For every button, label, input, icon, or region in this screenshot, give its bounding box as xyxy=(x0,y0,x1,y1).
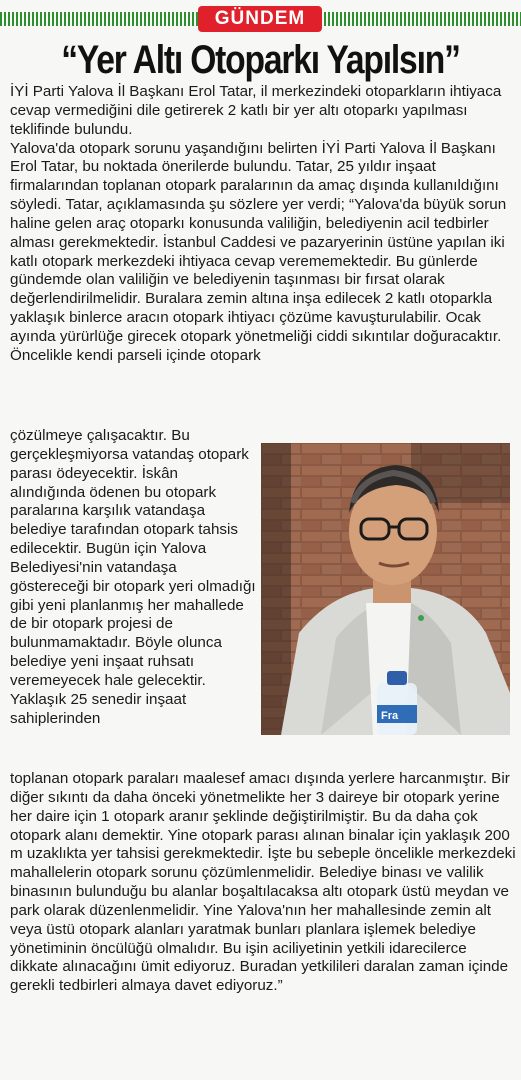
section-badge xyxy=(198,6,322,32)
portrait-illustration xyxy=(261,443,510,735)
paragraph-2: Yalova'da otopark sorunu yaşandığını belirten İYİ Parti Yalova İl Başkanı Erol Tatar, bu noktada önerilerde bulundu. Tatar, 25 yıldır inşaat firmalarından toplanan otopark paralarının da amaç dışında kullanıldığını söyledi. Tatar, açıklamasında şu sözlere yer verdi; “Yalova'da büyük sorun haline gelen araç otoparkı konusunda valiliğin, belediyenin acil tedbirler alması gerekmektedir. İstanbul Caddesi ve pazaryerinin üstüne yapılan iki katlı otopark merkezdeki ihtiyaca cevap verememektedir. Bu günlerde gündemde olan valiliğin ve belediyenin taşınması bir fırsat olarak değerlendirilmelidir. Buralara zemin altına inşa edilecek 2 katlı otoparkla yaklaşık binlerce aracın otopark ihtiyacı çözüme kavuşturulabilir. Ocak ayında yürürlüğe girecek otopark yönetmeliği ciddi sıkıntılar doğuracaktır. Öncelikle kendi parseli içinde otopark xyxy=(10,139,507,364)
paragraph-1: İYİ Parti Yalova İl Başkanı Erol Tatar, il merkezindeki otoparkların ihtiyaca cevap vermediğini dile getirerek 2 katlı bir yer altı otoparkı yapılması teklifinde bulundu. xyxy=(10,83,502,138)
portrait-photo xyxy=(261,443,510,735)
bottle-label: Fra xyxy=(381,710,399,722)
article-continued xyxy=(10,770,518,996)
paragraph-4: toplanan otopark paraları maalesef amacı dışında yerlere harcanmıştır. Bir diğer sıkıntı da daha önceki yönetmelikte her 3 daireye bir otopark yerine her daire için 1 otopark aranır şeklinde değiştirilmiştir. Bu da daha çok otopark alanı demektir. Yine otopark parası alınan binalar için yaklaşık 200 m uzaklıkta yer tahsisi gerekmektedir. İşte bu sebeple öncelikle merkezdeki mahallelerin otopark sorunu çözümlenmelidir. Belediye binası ve valilik binasının bulunduğu bu alanlar boşaltılacaksa altı otopark üstü meydan ve park olarak düzenlenmelidir. Yine Yalova'nın her mahallesinde zemin alt veya üstü otopark alanları yaratmak bunları planlara işlemek belediye yönetiminin öncülüğü olmalıdır. Bu işin aciliyetinin yetkili idarecilerce dikkate alınacağını ümit ediyoruz. Buradan yetkilileri daralan zaman içinde gerekli tedbirleri almaya davet ediyoruz.” xyxy=(10,770,516,995)
section-header xyxy=(0,6,521,32)
article-headline: “Yer Altı Otoparkı Yapılsın” xyxy=(61,38,460,82)
paragraph-3: çözülmeye çalışacaktır. Bu gerçekleşmiyorsa vatandaş otopark parası ödeyecektir. İskân alındığında ödenen bu otopark paralarına karşılık vatandaşa belediye tarafından otopark tahsis edilecektir. Bugün için Yalova Belediyesi'nin vatandaşa göstereceği bir otopark yeri olmadığı gibi yeni planlanmış her mahallede de bir otopark projesi de bulunmamaktadır. Böyle olunca belediye yeni inşaat ruhsatı veremeyecek hale gelecektir. Yaklaşık 25 senedir inşaat sahiplerinden xyxy=(10,427,256,727)
article-intro xyxy=(10,83,518,366)
article-column xyxy=(10,427,256,729)
section-label: GÜNDEM xyxy=(214,8,306,29)
